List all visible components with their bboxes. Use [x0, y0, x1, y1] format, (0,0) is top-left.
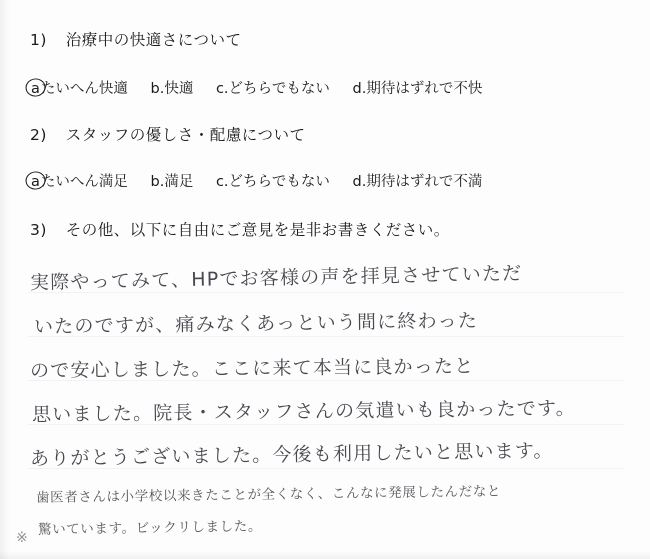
handwritten-comment-area — [0, 250, 650, 559]
handwritten-line: 思いました。院長・スタッフさんの気遣いも良かったです。 — [31, 397, 577, 426]
handwritten-line: ので安心しました。ここに来て本当に良かったと — [29, 355, 475, 382]
question-2-options — [30, 170, 500, 191]
question-1-option-d[interactable]: d.期待はずれで不快 — [352, 81, 483, 97]
question-2-option-c-mark: c — [215, 174, 224, 190]
question-1-option-c[interactable]: c.どちらでもない — [215, 81, 330, 97]
question-2-option-d-mark: d — [352, 174, 362, 190]
question-1-heading — [30, 28, 242, 50]
question-2-option-d-label: 期待はずれで不満 — [366, 174, 483, 190]
question-1-option-a-mark: a — [31, 81, 40, 97]
page-edge-shadow-left — [0, 0, 10, 559]
question-1-option-a[interactable] — [30, 77, 128, 98]
question-2-option-d[interactable]: d.期待はずれで不満 — [352, 174, 483, 190]
question-1-number: 1) — [30, 31, 47, 49]
question-2-option-b-label: 満足 — [164, 174, 194, 190]
handwritten-line: ありがとうございました。今後も利用したいと思います。 — [29, 439, 554, 470]
question-2-option-c-label: どちらでもない — [228, 174, 330, 190]
question-3-number: 3) — [30, 221, 47, 239]
handwritten-postscript-line: 歯医者さんは小学校以来きたことが全くなく、こんなに発展したんだなと — [35, 483, 502, 506]
handwritten-postscript-line: 驚いています。ビックリしました。 — [37, 518, 263, 538]
question-1-option-b-mark: b — [150, 81, 160, 97]
question-2-heading — [30, 123, 306, 145]
question-2-option-a-label: たいへん満足 — [40, 174, 128, 190]
question-1-option-b-label: 快適 — [164, 81, 194, 97]
question-2-option-b-mark: b — [150, 174, 160, 190]
question-1-option-a-label: たいへん快適 — [40, 81, 128, 97]
question-2-option-a-mark: a — [31, 174, 40, 190]
ink-smudge: ※ — [16, 530, 28, 546]
question-2-option-a[interactable] — [30, 170, 128, 191]
question-1-text: 治療中の快適さについて — [65, 31, 242, 49]
question-1-option-d-label: 期待はずれで不快 — [366, 81, 483, 97]
question-1-option-d-mark: d — [352, 81, 362, 97]
handwritten-line: 実際やってみて、HPでお客様の声を拝見させていただ — [29, 262, 523, 294]
question-3-text: その他、以下に自由にご意見を是非お書きください。 — [65, 221, 450, 239]
question-1-option-c-label: どちらでもない — [228, 81, 330, 97]
question-2-text: スタッフの優しさ・配慮について — [65, 126, 306, 144]
question-1-options — [30, 77, 500, 98]
page-edge-shadow-bottom — [0, 551, 650, 559]
question-2-number: 2) — [30, 126, 47, 144]
question-2-option-c[interactable]: c.どちらでもない — [215, 174, 330, 190]
question-1-option-b[interactable]: b.快適 — [150, 81, 194, 97]
question-1-option-c-mark: c — [215, 81, 224, 97]
question-2-option-b[interactable]: b.満足 — [150, 174, 194, 190]
question-3-heading — [30, 218, 450, 240]
handwritten-line: いたのですが、痛みなくあっという間に終わった — [33, 309, 479, 338]
